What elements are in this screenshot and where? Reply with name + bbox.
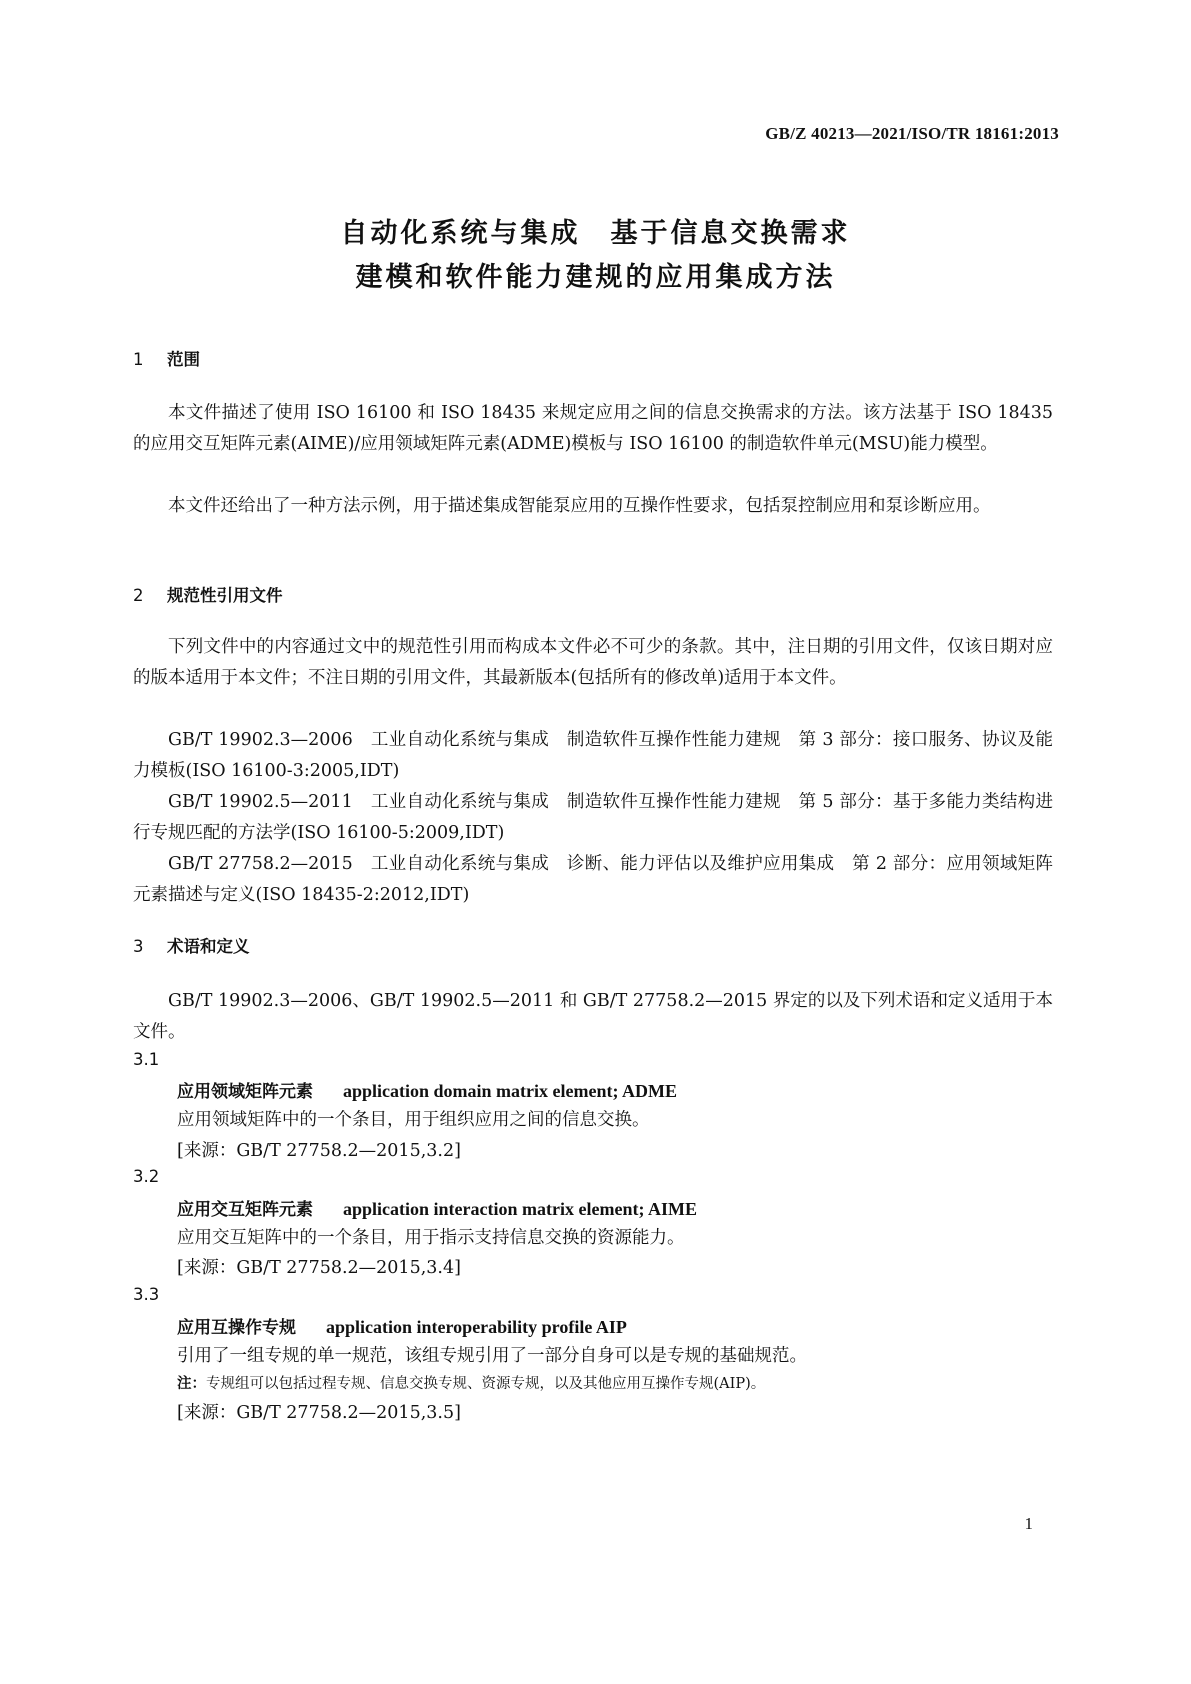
section-3-heading xyxy=(133,933,250,957)
normative-reference: GB/T 19902.5—2011 工业自动化系统与集成 制造软件互操作性能力建规 第 5 部分：基于多能力类结构进行专规匹配的方法学(ISO 16100-5:2009,IDT) xyxy=(133,792,1053,843)
term-source: [来源：GB/T 27758.2—2015,3.5] xyxy=(177,1403,461,1423)
term-english: application domain matrix element; ADME xyxy=(343,1081,677,1101)
term-note xyxy=(177,1372,765,1393)
section-number: 1 xyxy=(133,350,144,369)
term-number: 3.3 xyxy=(133,1285,160,1304)
term-number: 3.2 xyxy=(133,1167,160,1186)
section-1-heading xyxy=(133,346,200,370)
note-text: 专规组可以包括过程专规、信息交换专规、资源专规，以及其他应用互操作专规(AIP)。 xyxy=(206,1376,766,1392)
term-source: [来源：GB/T 27758.2—2015,3.2] xyxy=(177,1141,461,1161)
term-chinese: 应用交互矩阵元素 xyxy=(177,1200,313,1220)
section-3-paragraph-1: GB/T 19902.3—2006、GB/T 19902.5—2011 和 GB/T 27758.2—2015 界定的以及下列术语和定义适用于本文件。 xyxy=(133,991,1053,1042)
term-chinese: 应用互操作专规 xyxy=(177,1318,296,1338)
term-entry xyxy=(177,1077,677,1102)
term-definition: 引用了一组专规的单一规范，该组专规引用了一部分自身可以是专规的基础规范。 xyxy=(177,1346,807,1366)
term-entry xyxy=(177,1313,627,1338)
section-2-heading xyxy=(133,582,283,606)
normative-reference: GB/T 19902.3—2006 工业自动化系统与集成 制造软件互操作性能力建规 第 3 部分：接口服务、协议及能力模板(ISO 16100-3:2005,IDT) xyxy=(133,730,1053,781)
section-title: 术语和定义 xyxy=(167,937,250,956)
section-number: 2 xyxy=(133,586,144,605)
term-definition: 应用领域矩阵中的一个条目，用于组织应用之间的信息交换。 xyxy=(177,1110,650,1130)
term-number: 3.1 xyxy=(133,1050,160,1069)
section-1-paragraph-1: 本文件描述了使用 ISO 16100 和 ISO 18435 来规定应用之间的信息交换需求的方法。该方法基于 ISO 18435 的应用交互矩阵元素(AIME)/应用领域矩阵元素(ADME)模板与 ISO 16100 的制造软件单元(MSU)能力模型。 xyxy=(133,403,1053,454)
section-1-paragraph-2: 本文件还给出了一种方法示例，用于描述集成智能泵应用的互操作性要求，包括泵控制应用和泵诊断应用。 xyxy=(168,496,991,516)
term-chinese: 应用领域矩阵元素 xyxy=(177,1082,313,1102)
document-title-line-1: 自动化系统与集成 基于信息交换需求 xyxy=(340,218,851,249)
section-2-paragraph-1: 下列文件中的内容通过文中的规范性引用而构成本文件必不可少的条款。其中，注日期的引用文件，仅该日期对应的版本适用于本文件；不注日期的引用文件，其最新版本(包括所有的修改单)适用于本文件。 xyxy=(133,637,1053,688)
term-definition: 应用交互矩阵中的一个条目，用于指示支持信息交换的资源能力。 xyxy=(177,1228,685,1248)
term-source: [来源：GB/T 27758.2—2015,3.4] xyxy=(177,1258,461,1278)
page-number: 1 xyxy=(1024,1514,1033,1533)
note-label: 注： xyxy=(177,1376,206,1392)
term-entry xyxy=(177,1195,697,1220)
document-title-line-2: 建模和软件能力建规的应用集成方法 xyxy=(355,262,836,293)
section-title: 规范性引用文件 xyxy=(167,586,283,605)
term-english: application interoperability profile AIP xyxy=(326,1317,627,1337)
standard-number: GB/Z 40213—2021/ISO/TR 18161:2013 xyxy=(765,124,1059,143)
normative-reference: GB/T 27758.2—2015 工业自动化系统与集成 诊断、能力评估以及维护应用集成 第 2 部分：应用领域矩阵元素描述与定义(ISO 18435-2:2012,IDT) xyxy=(133,854,1053,905)
section-title: 范围 xyxy=(167,350,200,369)
term-english: application interaction matrix element; AIME xyxy=(343,1199,697,1219)
section-number: 3 xyxy=(133,937,144,956)
